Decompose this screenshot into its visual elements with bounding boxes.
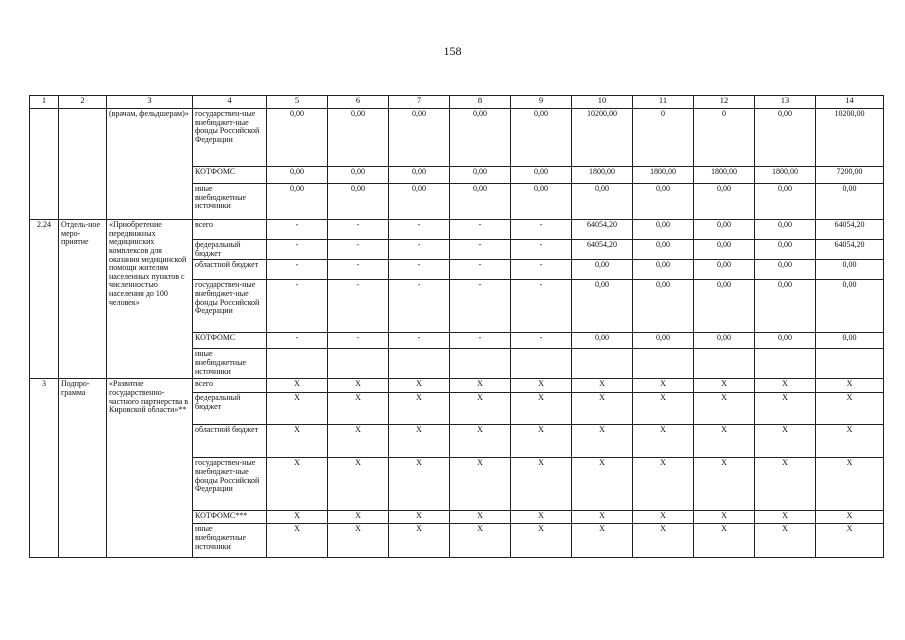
- header-cell-12: 12: [694, 96, 755, 109]
- value-cell-col7: -: [389, 280, 450, 333]
- value-cell-col9: -: [511, 280, 572, 333]
- funding-source-cell: федеральный бюджет: [193, 393, 267, 425]
- value-cell-col6: -: [328, 240, 389, 260]
- value-cell-col11: 0: [633, 109, 694, 167]
- event-name-cell: «Развитие государственно-частного партнерства в Кировской области»**: [107, 379, 193, 558]
- header-cell-13: 13: [755, 96, 816, 109]
- value-cell-col9: 0,00: [511, 167, 572, 184]
- value-cell-col14: 64054,20: [816, 240, 884, 260]
- funding-source-cell: иные внебюджетные источники: [193, 184, 267, 220]
- funding-source-cell: областной бюджет: [193, 425, 267, 458]
- value-cell-col6: X: [328, 511, 389, 524]
- value-cell-col11: X: [633, 524, 694, 558]
- value-cell-col14: X: [816, 379, 884, 393]
- value-cell-col10: 64054,20: [572, 240, 633, 260]
- row-type-cell: Подпро-грамма: [59, 379, 107, 558]
- value-cell-col13: 0,00: [755, 333, 816, 349]
- funding-source-cell: иные внебюджетные источники: [193, 524, 267, 558]
- value-cell-col12: X: [694, 425, 755, 458]
- value-cell-col5: 0,00: [267, 167, 328, 184]
- value-cell-col9: X: [511, 458, 572, 511]
- value-cell-col6: X: [328, 425, 389, 458]
- value-cell-col10: 64054,20: [572, 220, 633, 240]
- value-cell-col10: X: [572, 393, 633, 425]
- value-cell-col13: X: [755, 524, 816, 558]
- table-body: [30, 96, 884, 558]
- table-row: [30, 109, 884, 167]
- funding-source-cell: КОТФОМС: [193, 167, 267, 184]
- value-cell-col14: X: [816, 511, 884, 524]
- value-cell-col8: X: [450, 458, 511, 511]
- value-cell-col5: 0,00: [267, 109, 328, 167]
- header-cell-5: 5: [267, 96, 328, 109]
- funding-source-cell: иные внебюджетные источники: [193, 349, 267, 379]
- value-cell-col8: X: [450, 524, 511, 558]
- value-cell-col12: 0,00: [694, 240, 755, 260]
- value-cell-col8: 0,00: [450, 109, 511, 167]
- value-cell-col12: [694, 349, 755, 379]
- value-cell-col14: 7200,00: [816, 167, 884, 184]
- value-cell-col11: X: [633, 425, 694, 458]
- value-cell-col11: 0,00: [633, 333, 694, 349]
- value-cell-col5: -: [267, 220, 328, 240]
- budget-table: [29, 95, 884, 558]
- value-cell-col12: 0,00: [694, 260, 755, 280]
- value-cell-col9: [511, 349, 572, 379]
- value-cell-col7: -: [389, 260, 450, 280]
- value-cell-col12: X: [694, 393, 755, 425]
- row-number-cell: [30, 109, 59, 220]
- value-cell-col8: X: [450, 511, 511, 524]
- value-cell-col6: 0,00: [328, 184, 389, 220]
- funding-source-cell: КОТФОМС: [193, 333, 267, 349]
- value-cell-col10: X: [572, 379, 633, 393]
- value-cell-col7: -: [389, 220, 450, 240]
- funding-source-cell: КОТФОМС***: [193, 511, 267, 524]
- value-cell-col6: X: [328, 524, 389, 558]
- value-cell-col9: X: [511, 511, 572, 524]
- value-cell-col14: 64054,20: [816, 220, 884, 240]
- header-cell-14: 14: [816, 96, 884, 109]
- value-cell-col12: 0,00: [694, 184, 755, 220]
- value-cell-col8: [450, 349, 511, 379]
- header-cell-8: 8: [450, 96, 511, 109]
- value-cell-col8: -: [450, 260, 511, 280]
- value-cell-col6: X: [328, 458, 389, 511]
- value-cell-col7: X: [389, 393, 450, 425]
- value-cell-col6: -: [328, 220, 389, 240]
- value-cell-col9: X: [511, 524, 572, 558]
- value-cell-col8: X: [450, 393, 511, 425]
- value-cell-col7: 0,00: [389, 184, 450, 220]
- value-cell-col8: -: [450, 240, 511, 260]
- value-cell-col7: X: [389, 458, 450, 511]
- table-row: [30, 379, 884, 393]
- value-cell-col12: X: [694, 511, 755, 524]
- value-cell-col12: 0,00: [694, 220, 755, 240]
- value-cell-col8: X: [450, 425, 511, 458]
- value-cell-col14: 0,00: [816, 260, 884, 280]
- funding-source-cell: государствен-ные внебюджет-ные фонды Российской Федерации: [193, 109, 267, 167]
- value-cell-col10: X: [572, 425, 633, 458]
- value-cell-col13: 0,00: [755, 220, 816, 240]
- value-cell-col5: -: [267, 280, 328, 333]
- value-cell-col11: 1800,00: [633, 167, 694, 184]
- value-cell-col10: 0,00: [572, 280, 633, 333]
- value-cell-col5: -: [267, 240, 328, 260]
- value-cell-col14: 0,00: [816, 184, 884, 220]
- value-cell-col10: X: [572, 511, 633, 524]
- value-cell-col14: [816, 349, 884, 379]
- value-cell-col8: -: [450, 220, 511, 240]
- header-cell-9: 9: [511, 96, 572, 109]
- value-cell-col7: -: [389, 333, 450, 349]
- value-cell-col11: X: [633, 458, 694, 511]
- header-cell-6: 6: [328, 96, 389, 109]
- value-cell-col13: 1800,00: [755, 167, 816, 184]
- value-cell-col13: [755, 349, 816, 379]
- value-cell-col14: 0,00: [816, 280, 884, 333]
- value-cell-col6: X: [328, 379, 389, 393]
- row-number-cell: 3: [30, 379, 59, 558]
- value-cell-col14: 0,00: [816, 333, 884, 349]
- event-name-cell: «Приобретение передвижных медицинских комплексов для оказания медицинской помощи жителям населенных пунктов с численностью населения до 100 человек»: [107, 220, 193, 379]
- funding-source-cell: всего: [193, 379, 267, 393]
- value-cell-col12: 0,00: [694, 280, 755, 333]
- header-cell-7: 7: [389, 96, 450, 109]
- value-cell-col14: X: [816, 458, 884, 511]
- header-cell-1: 1: [30, 96, 59, 109]
- value-cell-col11: 0,00: [633, 240, 694, 260]
- value-cell-col9: -: [511, 333, 572, 349]
- value-cell-col13: 0,00: [755, 260, 816, 280]
- value-cell-col10: 1800,00: [572, 167, 633, 184]
- value-cell-col8: -: [450, 280, 511, 333]
- value-cell-col14: X: [816, 425, 884, 458]
- value-cell-col12: X: [694, 379, 755, 393]
- table-row: [30, 220, 884, 240]
- value-cell-col11: 0,00: [633, 280, 694, 333]
- row-number-cell: 2.24: [30, 220, 59, 379]
- value-cell-col7: -: [389, 240, 450, 260]
- value-cell-col5: X: [267, 393, 328, 425]
- header-cell-3: 3: [107, 96, 193, 109]
- value-cell-col14: X: [816, 524, 884, 558]
- value-cell-col11: 0,00: [633, 220, 694, 240]
- value-cell-col9: X: [511, 379, 572, 393]
- value-cell-col11: 0,00: [633, 260, 694, 280]
- header-cell-4: 4: [193, 96, 267, 109]
- value-cell-col12: 1800,00: [694, 167, 755, 184]
- value-cell-col10: 0,00: [572, 260, 633, 280]
- value-cell-col9: -: [511, 260, 572, 280]
- value-cell-col10: [572, 349, 633, 379]
- event-name-cell: (врачам, фельдшерам)»: [107, 109, 193, 220]
- funding-source-cell: областной бюджет: [193, 260, 267, 280]
- value-cell-col8: -: [450, 333, 511, 349]
- value-cell-col7: 0,00: [389, 109, 450, 167]
- value-cell-col13: X: [755, 393, 816, 425]
- value-cell-col11: 0,00: [633, 184, 694, 220]
- value-cell-col9: 0,00: [511, 109, 572, 167]
- funding-source-cell: государствен-ные внебюджет-ные фонды Российской Федерации: [193, 458, 267, 511]
- header-cell-10: 10: [572, 96, 633, 109]
- value-cell-col7: X: [389, 425, 450, 458]
- funding-source-cell: государствен-ные внебюджет-ные фонды Российской Федерации: [193, 280, 267, 333]
- value-cell-col9: -: [511, 240, 572, 260]
- value-cell-col5: [267, 349, 328, 379]
- value-cell-col13: 0,00: [755, 184, 816, 220]
- row-type-cell: [59, 109, 107, 220]
- funding-source-cell: федеральный бюджет: [193, 240, 267, 260]
- row-type-cell: Отдель-ное меро-приятие: [59, 220, 107, 379]
- value-cell-col14: 10200,00: [816, 109, 884, 167]
- value-cell-col11: [633, 349, 694, 379]
- value-cell-col5: 0,00: [267, 184, 328, 220]
- value-cell-col11: X: [633, 511, 694, 524]
- value-cell-col10: 10200,00: [572, 109, 633, 167]
- header-cell-11: 11: [633, 96, 694, 109]
- page-number: 158: [443, 44, 462, 58]
- value-cell-col7: X: [389, 524, 450, 558]
- value-cell-col6: [328, 349, 389, 379]
- value-cell-col12: 0,00: [694, 333, 755, 349]
- value-cell-col5: X: [267, 379, 328, 393]
- value-cell-col6: 0,00: [328, 109, 389, 167]
- value-cell-col9: -: [511, 220, 572, 240]
- value-cell-col7: 0,00: [389, 167, 450, 184]
- value-cell-col5: -: [267, 333, 328, 349]
- value-cell-col9: X: [511, 393, 572, 425]
- value-cell-col12: 0: [694, 109, 755, 167]
- value-cell-col6: 0,00: [328, 167, 389, 184]
- value-cell-col8: X: [450, 379, 511, 393]
- value-cell-col13: X: [755, 458, 816, 511]
- value-cell-col5: X: [267, 511, 328, 524]
- value-cell-col6: -: [328, 333, 389, 349]
- value-cell-col12: X: [694, 524, 755, 558]
- value-cell-col10: 0,00: [572, 333, 633, 349]
- value-cell-col10: 0,00: [572, 184, 633, 220]
- header-cell-2: 2: [59, 96, 107, 109]
- value-cell-col5: X: [267, 524, 328, 558]
- value-cell-col11: X: [633, 393, 694, 425]
- value-cell-col10: X: [572, 524, 633, 558]
- value-cell-col9: X: [511, 425, 572, 458]
- value-cell-col8: 0,00: [450, 184, 511, 220]
- value-cell-col5: -: [267, 260, 328, 280]
- funding-source-cell: всего: [193, 220, 267, 240]
- value-cell-col11: X: [633, 379, 694, 393]
- value-cell-col6: -: [328, 280, 389, 333]
- value-cell-col8: 0,00: [450, 167, 511, 184]
- value-cell-col13: 0,00: [755, 240, 816, 260]
- value-cell-col5: X: [267, 425, 328, 458]
- header-row: [30, 96, 884, 109]
- value-cell-col13: X: [755, 511, 816, 524]
- value-cell-col13: 0,00: [755, 109, 816, 167]
- value-cell-col6: X: [328, 393, 389, 425]
- value-cell-col10: X: [572, 458, 633, 511]
- value-cell-col13: X: [755, 379, 816, 393]
- value-cell-col13: X: [755, 425, 816, 458]
- value-cell-col12: X: [694, 458, 755, 511]
- value-cell-col14: X: [816, 393, 884, 425]
- value-cell-col7: X: [389, 511, 450, 524]
- value-cell-col7: X: [389, 379, 450, 393]
- value-cell-col13: 0,00: [755, 280, 816, 333]
- value-cell-col7: [389, 349, 450, 379]
- value-cell-col5: X: [267, 458, 328, 511]
- value-cell-col9: 0,00: [511, 184, 572, 220]
- value-cell-col6: -: [328, 260, 389, 280]
